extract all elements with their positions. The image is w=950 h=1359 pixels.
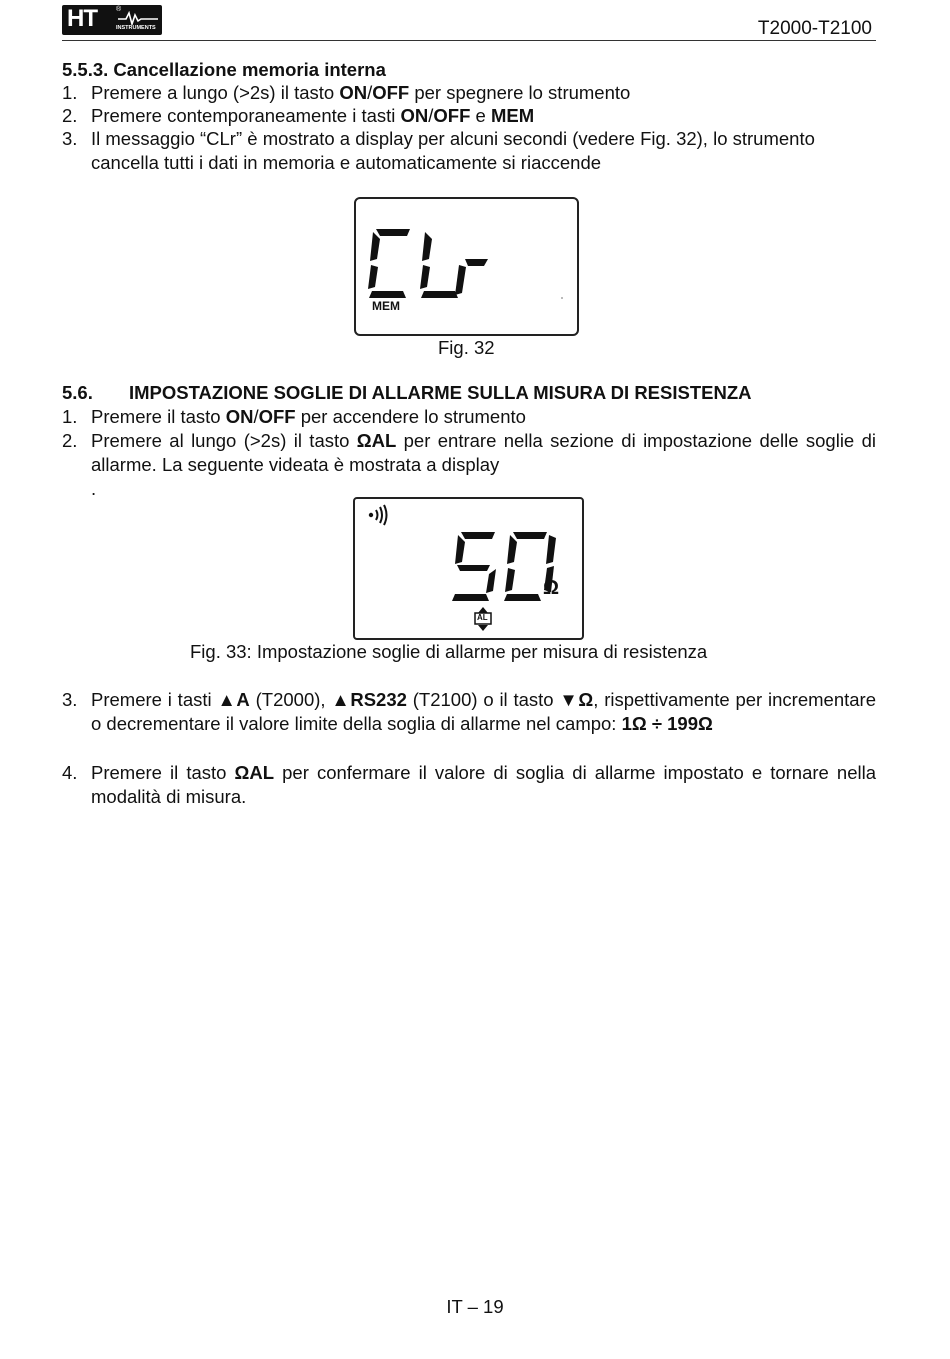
- list-item: [62, 688, 876, 735]
- item-text: (T2100) o il tasto: [406, 689, 560, 710]
- al-indicator: AL: [477, 613, 488, 622]
- list-item: [62, 429, 876, 501]
- key-off: OFF: [372, 82, 410, 103]
- item-number: 4.: [62, 762, 78, 783]
- item-text: Premere contemporaneamente i tasti: [91, 105, 401, 126]
- item-text: per entrare nella sezione di impostazione delle soglie di allarme. La seguente videata è mostrata a display: [91, 430, 876, 475]
- key-on: ON: [339, 82, 368, 103]
- list-item: [62, 81, 876, 105]
- list-item: [62, 127, 876, 174]
- logo-reg: ®: [116, 6, 122, 13]
- logo-subtext: INSTRUMENTS: [116, 25, 156, 31]
- mem-indicator: MEM: [372, 299, 400, 313]
- list-item: [62, 104, 876, 128]
- key-ohm-al: ΩAL: [234, 762, 275, 783]
- item-text: Premere al lungo (>2s) il tasto: [91, 430, 357, 451]
- header-divider: [62, 40, 876, 41]
- key-up-a: ▲A: [217, 689, 250, 710]
- digits-50: [452, 532, 556, 601]
- fig33-caption: Fig. 33: Impostazione soglie di allarme per misura di resistenza: [190, 641, 708, 662]
- slash: /: [253, 406, 259, 427]
- section-5-6-number: 5.6.: [62, 382, 93, 403]
- item-text: Il messaggio “CLr” è mostrato a display per alcuni secondi (vedere Fig. 32), lo strumento cancella tutti i dati in memoria e automaticamente si riaccende: [91, 128, 815, 173]
- item-number: 3.: [62, 689, 78, 710]
- key-ohm-al: ΩAL: [356, 430, 397, 451]
- slash: /: [428, 105, 434, 126]
- lcd-graphics: [355, 499, 582, 638]
- key-off: OFF: [258, 406, 296, 427]
- item-text: (T2000),: [249, 689, 332, 710]
- lcd-display-threshold: [353, 497, 584, 640]
- trailing-dot: .: [91, 478, 97, 499]
- model-name: T2000-T2100: [757, 18, 872, 39]
- section-5-5-3-heading: 5.5.3. Cancellazione memoria interna: [62, 59, 386, 80]
- buzzer-icon: [369, 505, 387, 525]
- item-text: e: [470, 105, 491, 126]
- item-number: 2.: [62, 430, 78, 451]
- key-on: ON: [225, 406, 254, 427]
- lcd-display-clr: [354, 197, 579, 336]
- list-item: [62, 405, 876, 429]
- range-value: 1Ω ÷ 199Ω: [621, 712, 713, 734]
- lcd-dot: [561, 297, 563, 299]
- item-number: 2.: [62, 105, 78, 126]
- logo-text: HT: [67, 5, 97, 32]
- item-number: 1.: [62, 406, 78, 427]
- ohm-unit: Ω: [543, 577, 560, 599]
- item-text: Premere a lungo (>2s) il tasto: [91, 82, 340, 103]
- list-item: [62, 761, 876, 808]
- item-number: 1.: [62, 82, 78, 103]
- key-off: OFF: [433, 105, 471, 126]
- item-number: 3.: [62, 128, 78, 149]
- fig32-caption: Fig. 32: [438, 337, 495, 358]
- section-5-6-heading: IMPOSTAZIONE SOGLIE DI ALLARME SULLA MISURA DI RESISTENZA: [129, 382, 752, 403]
- item-text: Premere il tasto: [91, 406, 226, 427]
- item-text: Premere i tasti: [91, 689, 218, 710]
- item-text: Premere il tasto: [91, 762, 235, 783]
- slash: /: [367, 82, 373, 103]
- key-up-rs232: ▲RS232: [331, 689, 407, 710]
- key-mem: MEM: [490, 105, 535, 126]
- item-text: per spegnere lo strumento: [409, 82, 631, 103]
- item-text: per accendere lo strumento: [295, 406, 526, 427]
- key-down-ohm: ▼Ω: [559, 689, 594, 710]
- key-on: ON: [400, 105, 429, 126]
- item-text: , rispettivamente per incrementare o decrementare il valore limite della soglia di allarme nel campo:: [91, 689, 876, 734]
- ht-logo: [62, 5, 162, 35]
- page-number: IT – 19: [446, 1296, 504, 1317]
- clr-digits: [356, 199, 577, 334]
- item-text: per confermare il valore di soglia di allarme impostato e tornare nella modalità di misura.: [91, 762, 876, 807]
- waveform-icon: [118, 11, 158, 25]
